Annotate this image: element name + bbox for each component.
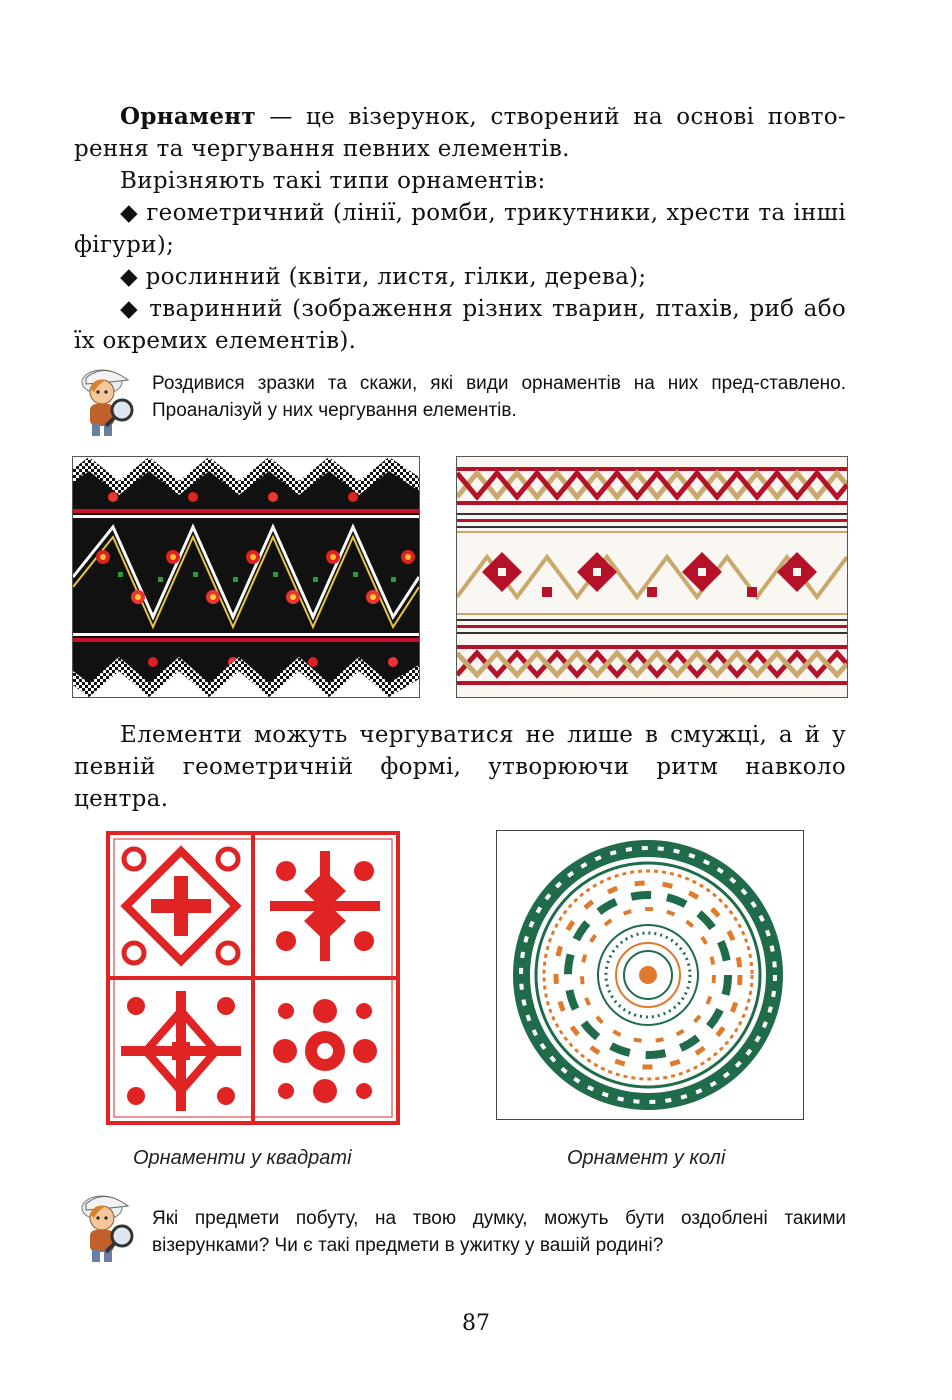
rhythm-paragraph: Елементи можуть чергуватися не лише в смужці, а й у певній геометричній формі, утворюючи ритм навколо центра.	[74, 722, 846, 812]
geometric-embroidery-image	[456, 456, 848, 698]
floral-embroidery-image	[72, 456, 420, 698]
type-plant: ◆ рослинний (квіти, листя, гілки, дерева);	[120, 264, 647, 290]
caption-circle: Орнамент у колі	[567, 1147, 726, 1169]
task-1-text: Роздивися зразки та скажи, які види орнаментів на них пред-ставлено. Проаналізуй у них чергування елементів.	[152, 373, 846, 421]
types-intro: Вирізняють такі типи орнаментів:	[120, 168, 546, 194]
type-animal: ◆ тваринний (зображення різних тварин, птахів, риб або їх окремих елементів).	[74, 296, 846, 354]
square-ornaments-image	[106, 831, 400, 1125]
page-number: 87	[462, 1311, 490, 1336]
boy-with-magnifier-icon	[72, 1188, 138, 1266]
definition-text: — це візерунок, створений на основі повто-рення та чергування певних елементів.	[74, 104, 846, 162]
boy-with-magnifier-icon	[72, 362, 138, 440]
caption-square: Орнаменти у квадраті	[133, 1147, 352, 1169]
circle-ornament-image	[496, 830, 804, 1120]
term-ornament: Орнамент	[120, 103, 256, 130]
task-2-text: Які предмети побуту, на твою думку, можуть бути оздоблені такими візерунками? Чи є такі предмети в ужитку у вашій родині?	[152, 1208, 846, 1256]
type-geometric: ◆ геометричний (лінії, ромби, трикутники, хрести та інші фігури);	[74, 200, 846, 258]
definition-paragraph	[74, 101, 846, 165]
